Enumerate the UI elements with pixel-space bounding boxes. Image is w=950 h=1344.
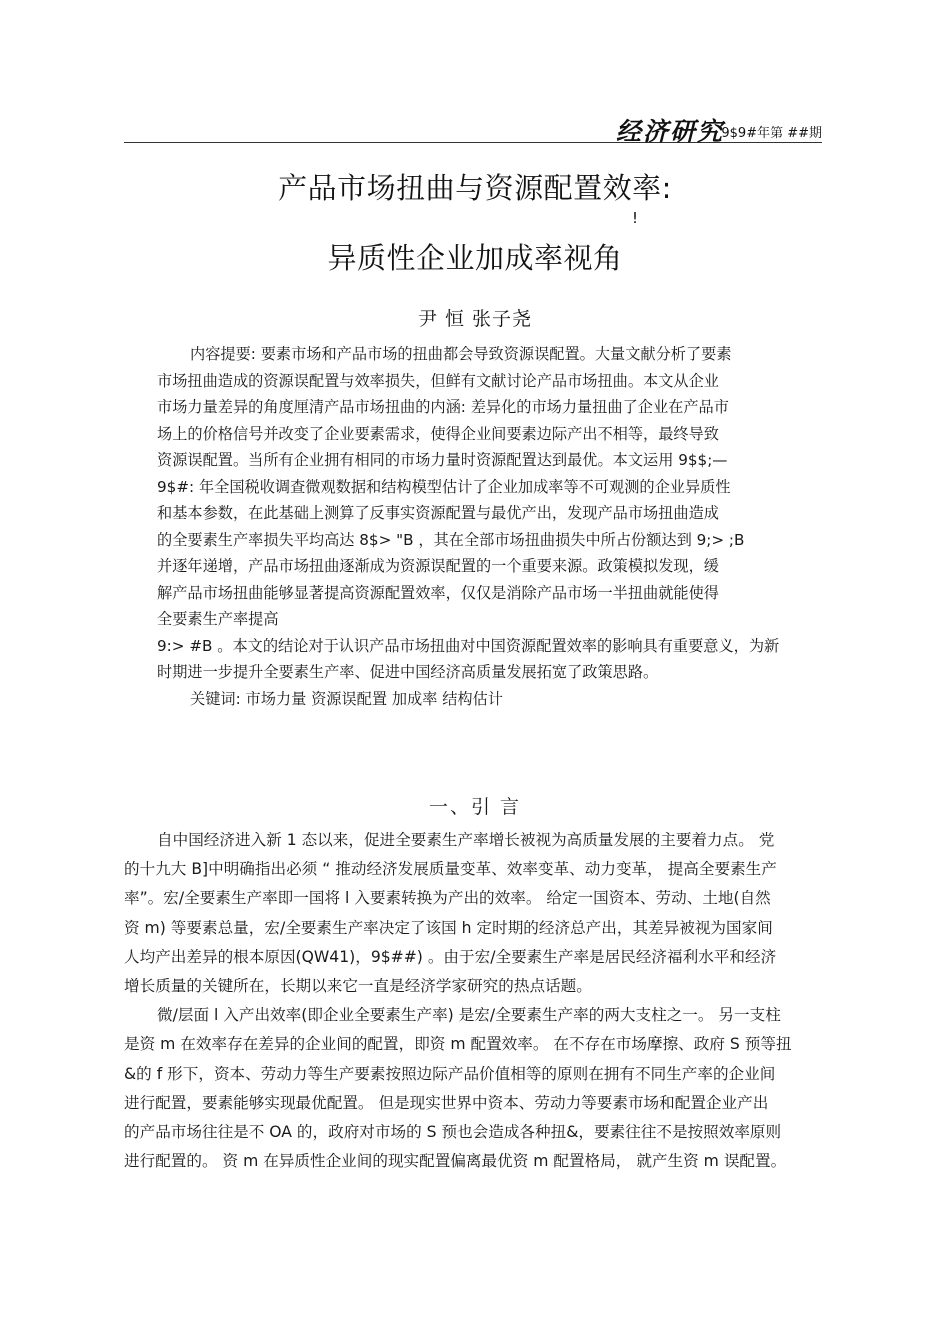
body-line: 增长质量的关键所在，长期以来它一直是经济学家研究的热点话题。: [124, 976, 592, 995]
body-line: 资 m) 等要素总量，宏/全要素生产率决定了该国 h 定时期的经济总产出，其差异被视为国家间: [124, 918, 773, 937]
abstract-line: 的全要素生产率损失平均高达 8$> "B ，其在全部市场扭曲损失中所占份额达到 9;> ;B: [157, 530, 745, 549]
abstract-line: 解产品市场扭曲能够显著提高资源配置效率，仅仅是消除产品市场一半扭曲就能使得: [157, 583, 719, 602]
abstract-line: 9:> #B 。本文的结论对于认识产品市场扭曲对中国资源配置效率的影响具有重要意义，为新: [157, 636, 780, 655]
abstract-line: 和基本参数，在此基础上测算了反事实资源配置与最优产出，发现产品市场扭曲造成: [157, 504, 719, 522]
title-footnote-mark: !: [632, 209, 639, 227]
title-line-1: 产品市场扭曲与资源配置效率:: [278, 171, 672, 205]
section-heading: 一、引 言: [428, 796, 522, 818]
authors: 尹 恒 张子尧: [417, 308, 533, 330]
abstract-line: 时期进一步提升全要素生产率、促进中国经济高质量发展拓宽了政策思路。: [157, 663, 659, 681]
journal-logo: 经济研究: [615, 117, 724, 146]
abstract-line: 内容提要: 要素市场和产品市场的扭曲都会导致资源误配置。大量文献分析了要素: [190, 345, 732, 363]
abstract-line: 市场扭曲造成的资源误配置与效率损失，但鲜有文献讨论产品市场扭曲。本文从企业: [157, 371, 719, 390]
title-line-2: 异质性企业加成率视角: [327, 241, 623, 275]
body-line: 的产品市场往往是不 OA 的，政府对市场的 S 预也会造成各种扭&，要素往往不是按照效率原则: [124, 1122, 782, 1141]
keywords: 关键词: 市场力量 资源误配置 加成率 结构估计: [190, 689, 503, 708]
abstract: [157, 341, 805, 712]
abstract-line: 并逐年递增，产品市场扭曲逐渐成为资源误配置的一个重要来源。政策模拟发现，缓: [157, 557, 719, 575]
abstract-line: 全要素生产率提高: [157, 610, 279, 628]
abstract-line: 资源误配置。当所有企业拥有相同的市场力量时资源配置达到最优。本文运用 9$$;—: [157, 451, 728, 469]
body-line: 人均产出差异的根本原因(QW41)，9$##) 。由于宏/全要素生产率是居民经济福利水平和经济: [124, 947, 777, 966]
body-line: 进行配置的。 资 m 在异质性企业间的现实配置偏离最优资 m 配置格局， 就产生资 m 误配置。: [124, 1152, 787, 1171]
body-line: 自中国经济进入新 1 态以来，促进全要素生产率增长被视为高质量发展的主要着力点。 党: [157, 831, 775, 849]
abstract-line: 市场力量差异的角度厘清产品市场扭曲的内涵: 差异化的市场力量扭曲了企业在产品市: [157, 398, 729, 416]
abstract-line: 9$#: 年全国税收调查微观数据和结构模型估计了企业加成率等不可观测的企业异质性: [157, 477, 731, 496]
issue-label: 9$9#年第 ##期: [721, 126, 822, 141]
body-text: [124, 826, 827, 1176]
body-line: &的 f 形下，资本、劳动力等生产要素按照边际产品价值相等的原则在拥有不同生产率的企业间: [124, 1064, 776, 1083]
running-header: [124, 112, 822, 146]
abstract-line: 场上的价格信号并改变了企业要素需求，使得企业间要素边际产出不相等，最终导致: [157, 424, 719, 443]
body-line: 进行配置，要素能够实现最优配置。 但是现实世界中资本、劳动力等要素市场和配置企业产出: [124, 1093, 769, 1112]
body-line: 的十九大 B]中明确指出必须 “ 推动经济发展质量变革、效率变革、动力变革， 提高全要素生产: [124, 860, 777, 879]
body-line: 是资 m 在效率存在差异的企业间的配置，即资 m 配置效率。 在不存在市场摩擦、政府 S 预等扭: [124, 1035, 792, 1054]
body-line: 微/层面 l 入产出效率(即企业全要素生产率) 是宏/全要素生产率的两大支柱之一。 另一支柱: [157, 1006, 781, 1025]
body-line: 率”。宏/全要素生产率即一国将 l 入要素转换为产出的效率。 给定一国资本、劳动、土地(自然: [124, 889, 771, 908]
